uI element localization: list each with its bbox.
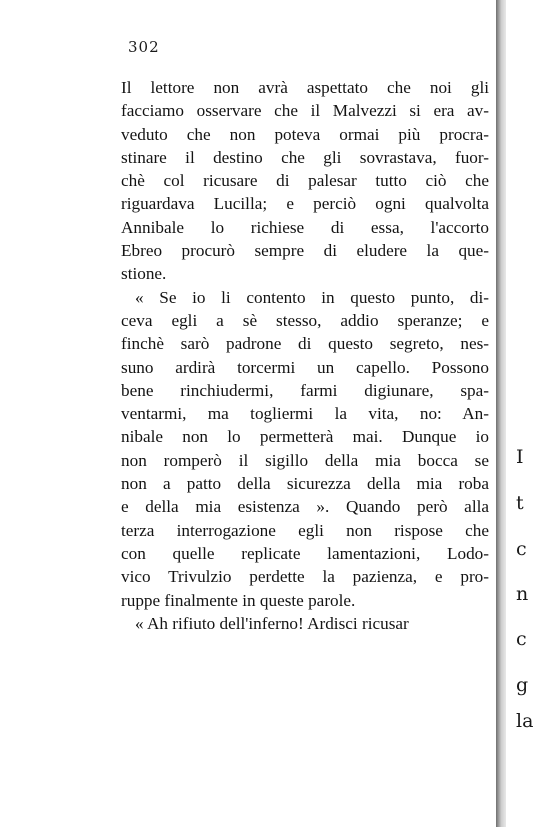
text-line: terza interrogazione egli non rispose che: [121, 520, 489, 540]
text-line: e della mia esistenza ». Quando però alla: [121, 497, 489, 517]
text-line: finchè sarò padrone di questo segreto, nes-: [121, 334, 489, 354]
text-line: « Se io li contento in questo punto, di-: [135, 287, 489, 307]
text-line: nibale non lo permetterà mai. Dunque io: [121, 427, 489, 447]
text-line: « Ah rifiuto dell'inferno! Ardisci ricusar: [135, 613, 409, 633]
text-line: stinare il destino che gli sovrastava, fuor-: [121, 147, 489, 167]
text-line: ruppe finalmente in queste parole.: [121, 590, 356, 610]
facing-page-glyph: c: [516, 628, 527, 650]
text-line: Il lettore non avrà aspettato che noi gli: [121, 78, 489, 97]
text-line: veduto che non poteva ormai più procra-: [121, 124, 489, 144]
text-line: ceva egli a sè stesso, addio speranze; e: [121, 310, 489, 330]
text-line: con quelle replicate lamentazioni, Lodo-: [121, 543, 489, 563]
text-line: vico Trivulzio perdette la pazienza, e pro-: [121, 567, 489, 587]
text-line: suno ardirà torcermi un capello. Possono: [121, 357, 489, 377]
facing-page-edge: [506, 0, 533, 827]
facing-page-glyph: I: [516, 446, 524, 468]
facing-page-glyph: n: [516, 583, 529, 605]
book-gutter: [496, 0, 506, 827]
facing-page-glyph: t: [516, 492, 524, 514]
text-line: Ebreo procurò sempre di eludere la que-: [121, 241, 489, 261]
facing-page-glyph: c: [516, 538, 527, 560]
text-line: riguardava Lucilla; e perciò ogni qualvolta: [121, 194, 489, 214]
text-line: ventarmi, ma togliermi la vita, no: An-: [121, 404, 489, 424]
text-line: stione.: [121, 264, 167, 284]
text-line: facciamo osservare che il Malvezzi si era av-: [121, 101, 489, 121]
text-line: non a patto della sicurezza della mia roba: [121, 474, 489, 494]
page-text: [121, 76, 489, 635]
text-line: chè col ricusare di palesar tutto ciò che: [121, 171, 489, 191]
page-number: 302: [128, 38, 160, 56]
text-line: bene rinchiudermi, farmi digiunare, spa-: [121, 380, 489, 400]
facing-page-glyph: g: [516, 674, 529, 696]
facing-page-glyph: la: [516, 710, 533, 732]
text-line: non romperò il sigillo della mia bocca se: [121, 450, 489, 470]
text-line: Annibale lo richiese di essa, l'accorto: [121, 217, 489, 237]
